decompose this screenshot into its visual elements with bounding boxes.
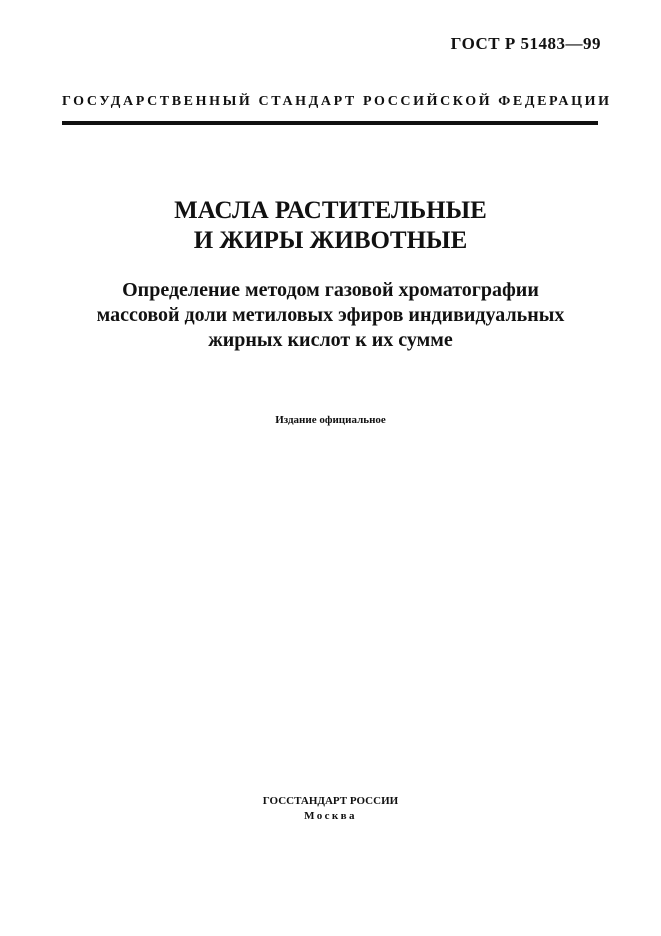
publisher-name: ГОССТАНДАРТ РОССИИ (262, 795, 399, 807)
edition-note: Издание официальное (275, 414, 386, 426)
subtitle-line: массовой доли метиловых эфиров индивидуальных (96, 304, 565, 326)
title-line: МАСЛА РАСТИТЕЛЬНЫЕ (174, 197, 487, 224)
state-standard-heading: ГОСУДАРСТВЕННЫЙ СТАНДАРТ РОССИЙСКОЙ ФЕДЕРАЦИИ (62, 94, 612, 109)
publisher-city: Москва (304, 810, 357, 822)
document-subtitle (0, 278, 661, 353)
subtitle-line: Определение методом газовой хроматографии (122, 279, 539, 301)
document-title (0, 196, 661, 256)
header-divider (62, 121, 598, 125)
title-line: И ЖИРЫ ЖИВОТНЫЕ (193, 227, 468, 254)
document-number: ГОСТ Р 51483—99 (450, 34, 601, 53)
subtitle-line: жирных кислот к их сумме (208, 329, 453, 351)
publisher-block (0, 794, 661, 824)
